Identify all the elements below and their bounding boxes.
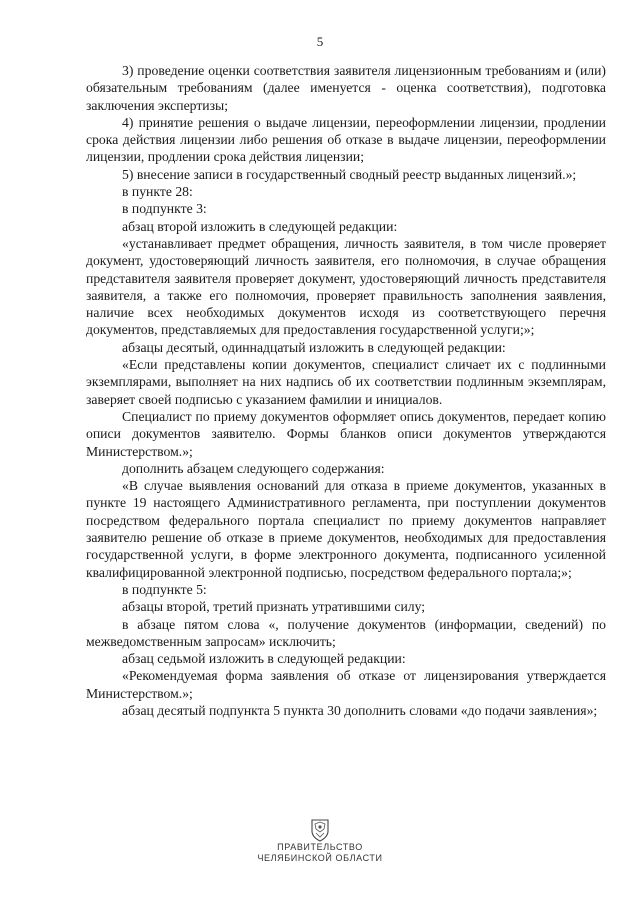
paragraph: абзацы второй, третий признать утратившими силу; — [122, 599, 426, 615]
paragraph: абзац десятый подпункта 5 пункта 30 дополнить словами «до подачи заявления»; — [122, 702, 598, 718]
paragraph: 4) принятие решения о выдаче лицензии, переоформлении лицензии, продлении срока действия лицензии либо решения об отказе в выдаче лицензии, переоформлении лицензии, продлении срока действия лицензии; — [86, 114, 606, 165]
paragraph: дополнить абзацем следующего содержания: — [122, 460, 385, 476]
paragraph: абзац второй изложить в следующей редакции: — [122, 218, 398, 234]
footer-stamp — [0, 818, 640, 864]
paragraph: «устанавливает предмет обращения, личность заявителя, в том числе проверяет документ, удостоверяющий личность заявителя, его полномочия, в случае обращения представителя заявителя проверяет документ, удостоверяющий личность представителя заявителя, а также его полномочия, проверяет правильность заполнения заявления, наличие всех необходимых документов исходя из соответствующего перечня документов, представляемых для предоставления государственной услуги;»; — [86, 235, 606, 338]
paragraph: «В случае выявления оснований для отказа в приеме документов, указанных в пункте 19 настоящего Административного регламента, при поступлении документов посредством федерального портала специалист по приему документов направляет заявителю решение об отказе в приеме документов, необходимых для предоставления государственной услуги, в форме электронного документа, подписанного усиленной квалифицированной электронной подписью, посредством федерального портала;»; — [86, 478, 606, 580]
paragraph: абзацы десятый, одиннадцатый изложить в следующей редакции: — [122, 339, 506, 355]
paragraph: «Рекомендуемая форма заявления об отказе от лицензирования утверждается Министерством.»; — [86, 668, 606, 701]
document-body — [86, 62, 606, 719]
paragraph: в абзаце пятом слова «, получение документов (информации, сведений) по межведомственным запросам» исключить; — [86, 616, 606, 649]
paragraph: в подпункте 3: — [122, 201, 207, 217]
paragraph: «Если представлены копии документов, специалист сличает их с подлинными экземплярами, выполняет на них надпись об их соответствии подлинным экземплярам, заверяет своей подписью с указанием фамилии и инициалов. — [86, 357, 606, 407]
paragraph: в подпункте 5: — [122, 581, 207, 597]
paragraph: 3) проведение оценки соответствия заявителя лицензионным требованиям и (или) обязательным требованиям (далее именуется - оценка соответствия), подготовка заключения экспертизы; — [86, 63, 606, 113]
paragraph: Специалист по приему документов оформляет опись документов, передает копию описи документов заявителю. Формы бланков описи документов утверждаются Министерством.»; — [86, 408, 606, 459]
org-name-line1: ПРАВИТЕЛЬСТВО — [277, 842, 363, 852]
org-name-line2: ЧЕЛЯБИНСКОЙ ОБЛАСТИ — [257, 853, 383, 863]
paragraph: в пункте 28: — [122, 184, 193, 200]
page-number: 5 — [316, 34, 324, 49]
paragraph: абзац седьмой изложить в следующей редакции: — [122, 651, 406, 667]
coat-of-arms-icon — [309, 818, 331, 842]
paragraph: 5) внесение записи в государственный сводный реестр выданных лицензий.»; — [122, 166, 577, 182]
